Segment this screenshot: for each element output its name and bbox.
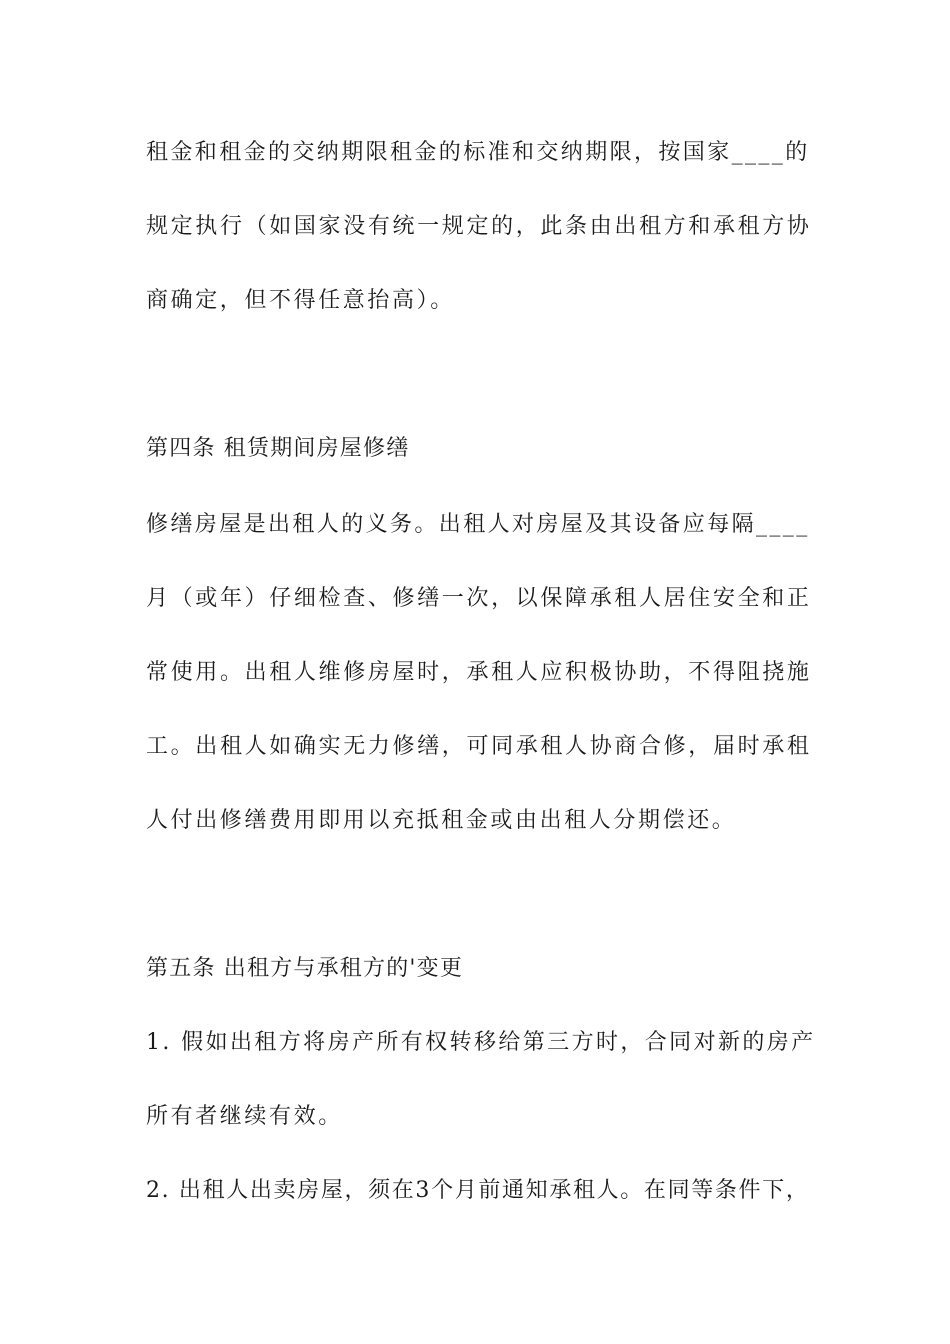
- paragraph-repair-line-3: 常使用。出租人维修房屋时，承租人应积极协助，不得阻挠施: [146, 660, 812, 685]
- item-2-line-1: 2. 出租人出卖房屋，须在3个月前通知承租人。在同等条件下，: [146, 1178, 810, 1203]
- article-4-heading: 第四条 租赁期间房屋修缮: [146, 436, 410, 461]
- paragraph-rent-line-1: 租金和租金的交纳期限租金的标准和交纳期限，按国家____的: [146, 140, 810, 165]
- paragraph-rent-line-2: 规定执行（如国家没有统一规定的，此条由出租方和承租方协: [146, 214, 812, 239]
- item-1-line-1: 1. 假如出租方将房产所有权转移给第三方时，合同对新的房产: [146, 1030, 816, 1055]
- paragraph-rent-line-3: 商确定，但不得任意抬高）。: [146, 288, 455, 313]
- paragraph-repair-line-5: 人付出修缮费用即用以充抵租金或由出租人分期偿还。: [146, 808, 737, 833]
- paragraph-repair-line-2: 月（或年）仔细检查、修缮一次，以保障承租人居住安全和正: [146, 586, 812, 611]
- paragraph-repair-line-1: 修缮房屋是出租人的义务。出租人对房屋及其设备应每隔____: [146, 512, 810, 537]
- paragraph-repair-line-4: 工。出租人如确实无力修缮，可同承租人协商合修，届时承租: [146, 734, 812, 759]
- item-1-line-2: 所有者继续有效。: [146, 1104, 343, 1129]
- article-5-heading: 第五条 出租方与承租方的'变更: [146, 956, 464, 981]
